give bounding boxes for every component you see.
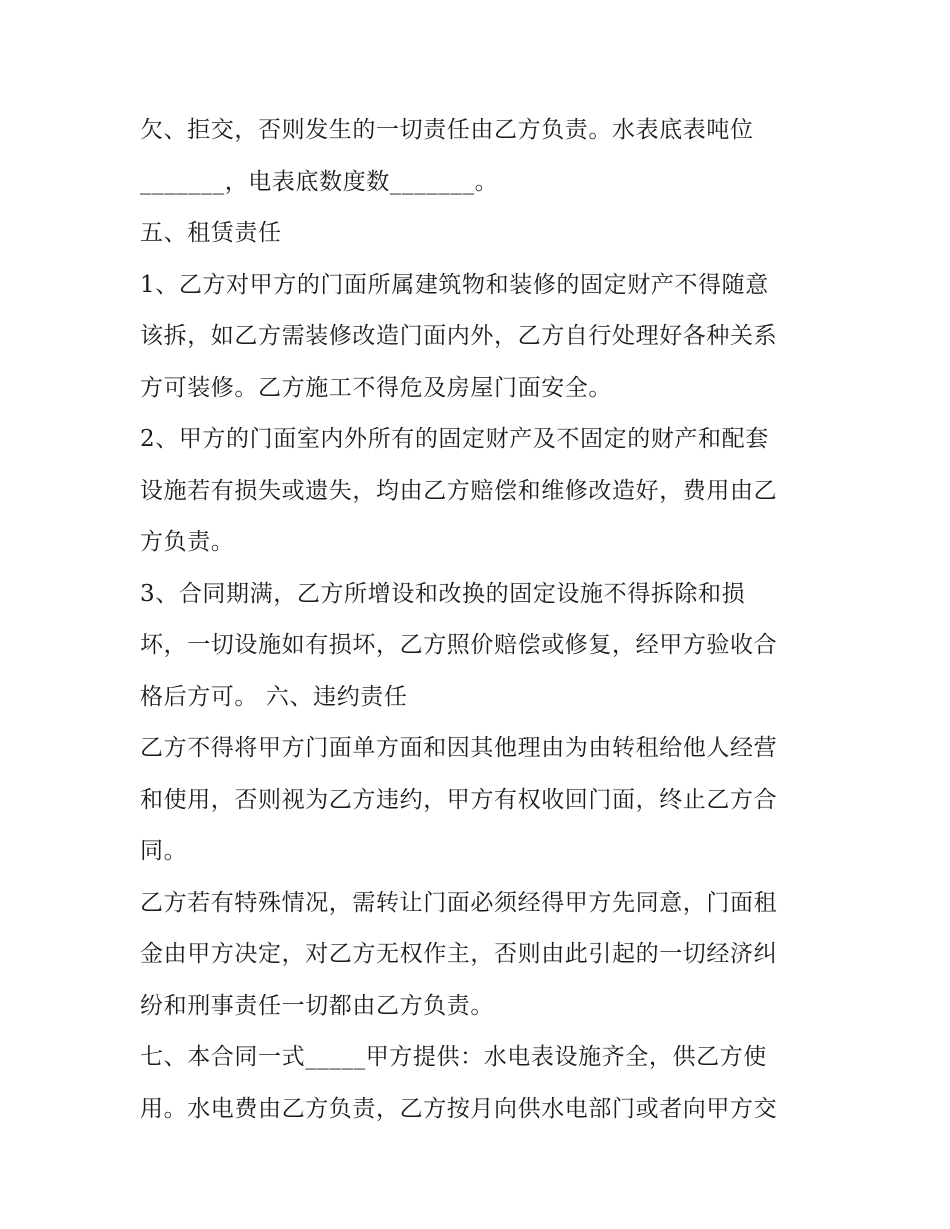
text-line: 3、合同期满，乙方所增设和改换的固定设施不得拆除和损 xyxy=(140,580,746,607)
contract-text xyxy=(140,108,830,1138)
text-line: 欠、拒交，否则发生的一切责任由乙方负责。水表底表吨位 xyxy=(140,117,754,143)
text-line: 同。 xyxy=(140,838,188,864)
section-heading: 五、租赁责任 xyxy=(140,220,282,246)
text-line: 用。水电费由乙方负责，乙方按月向供水电部门或者向甲方交 xyxy=(140,1095,778,1122)
text-line: 乙方不得将甲方门面单方面和因其他理由为由转租给他人经营 xyxy=(140,735,778,761)
text-line: 该拆，如乙方需装修改造门面内外，乙方自行处理好各种关系 xyxy=(140,323,778,349)
text-line: 方负责。 xyxy=(140,529,235,555)
text-line: 格后方可。 六、违约责任 xyxy=(140,683,408,710)
text-line: _______，电表底数度数_______。 xyxy=(140,168,499,195)
text-line: 乙方若有特殊情况，需转让门面必须经得甲方先同意，门面租 xyxy=(140,889,778,916)
text-line: 1、乙方对甲方的门面所属建筑物和装修的固定财产不得随意 xyxy=(140,271,769,298)
text-line: 设施若有损失或遗失，均由乙方赔偿和维修改造好，费用由乙 xyxy=(140,477,778,504)
text-line: 方可装修。乙方施工不得危及房屋门面安全。 xyxy=(140,374,612,401)
text-line: 金由甲方决定，对乙方无权作主，否则由此引起的一切经济纠 xyxy=(140,941,778,967)
text-line: 纷和刑事责任一切都由乙方负责。 xyxy=(140,992,494,1019)
text-line: 坏，一切设施如有损坏，乙方照价赔偿或修复，经甲方验收合 xyxy=(140,632,778,658)
text-line: 七、本合同一式_____甲方提供：水电表设施齐全，供乙方使 xyxy=(140,1044,767,1070)
text-line: 2、甲方的门面室内外所有的固定财产及不固定的财产和配套 xyxy=(140,426,769,452)
text-line: 和使用，否则视为乙方违约，甲方有权收回门面，终止乙方合 xyxy=(140,786,778,813)
